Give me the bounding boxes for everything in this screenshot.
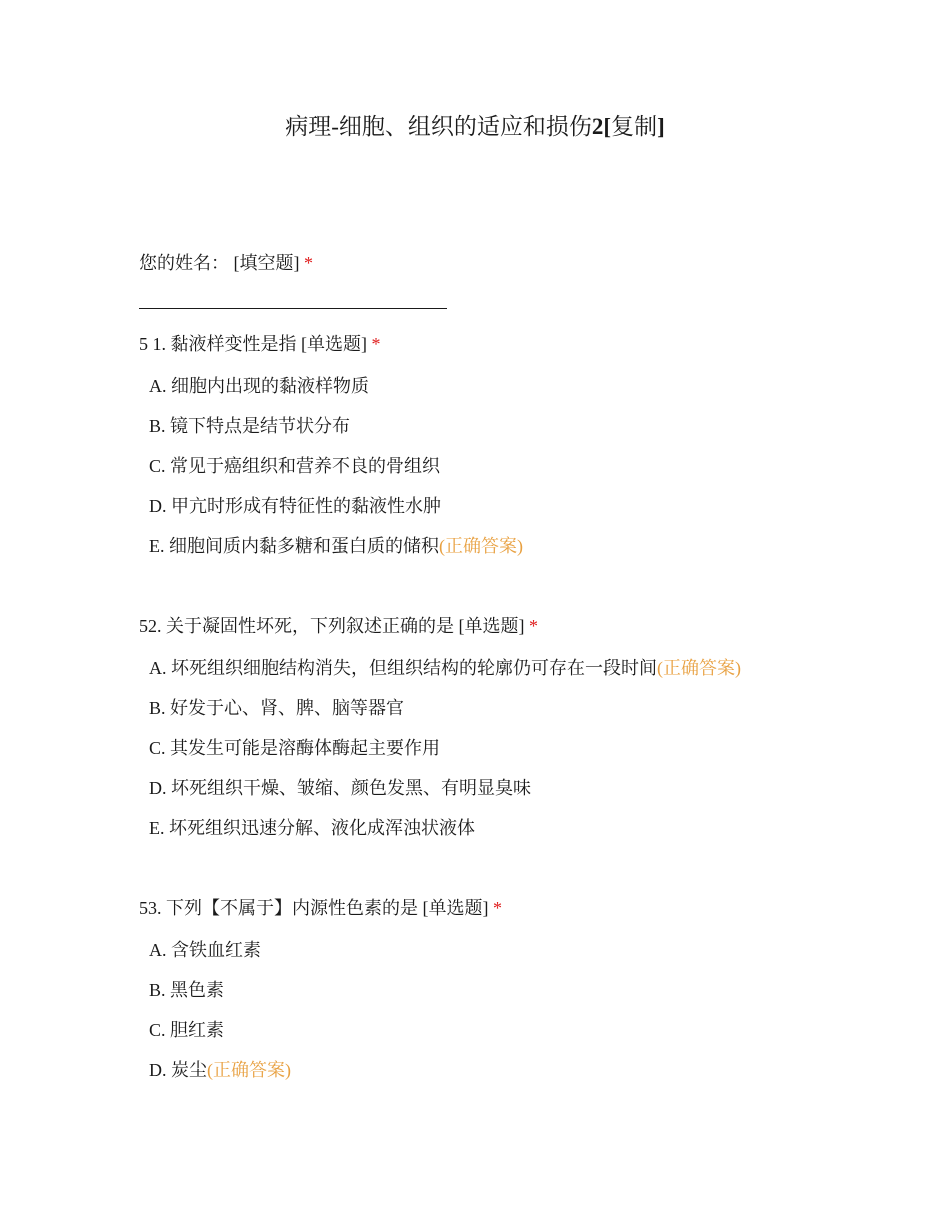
required-mark: * — [493, 898, 502, 918]
option-text: A. 坏死组织细胞结构消失，但组织结构的轮廓仍可存在一段时间 — [149, 658, 657, 678]
option-a[interactable] — [139, 653, 899, 683]
question-type-tag: [单选题] — [301, 334, 367, 354]
option-d[interactable] — [139, 773, 899, 803]
title-copy: 复制 — [611, 114, 658, 139]
option-text: A. 含铁血红素 — [149, 940, 261, 960]
question-text: 53. 下列【不属于】内源性色素的是 — [139, 898, 418, 918]
option-a[interactable] — [139, 371, 899, 401]
name-field-label — [139, 249, 313, 277]
option-text: E. 坏死组织迅速分解、液化成浑浊状液体 — [149, 818, 475, 838]
option-text: B. 黑色素 — [149, 980, 225, 1000]
option-b[interactable] — [139, 975, 899, 1005]
option-e[interactable] — [139, 813, 899, 843]
required-mark: * — [529, 616, 538, 636]
required-mark: * — [371, 334, 381, 354]
page-title — [0, 110, 950, 144]
option-text: C. 常见于癌组织和营养不良的骨组织 — [149, 456, 441, 476]
title-close: ] — [657, 114, 665, 139]
question-text: 52. 关于凝固性坏死，下列叙述正确的是 — [139, 616, 454, 636]
question-53 — [139, 893, 899, 1095]
option-text: B. 好发于心、肾、脾、脑等器官 — [149, 698, 405, 718]
option-text: E. 细胞间质内黏多糖和蛋白质的储积 — [149, 536, 439, 556]
option-text: D. 坏死组织干燥、皱缩、颜色发黑、有明显臭味 — [149, 778, 531, 798]
question-title — [139, 329, 899, 359]
question-type-tag: [填空题] — [233, 253, 300, 273]
question-type-tag: [单选题] — [458, 616, 525, 636]
option-d[interactable] — [139, 491, 899, 521]
option-text: B. 镜下特点是结节状分布 — [149, 416, 351, 436]
correct-answer-tag: (正确答案) — [657, 658, 741, 678]
option-a[interactable] — [139, 935, 899, 965]
correct-answer-tag: (正确答案) — [439, 536, 523, 556]
option-c[interactable] — [139, 733, 899, 763]
question-51 — [139, 329, 899, 571]
option-c[interactable] — [139, 1015, 899, 1045]
title-main: 病理-细胞、组织的适应和损伤 — [285, 114, 592, 139]
correct-answer-tag: (正确答案) — [207, 1060, 291, 1080]
option-b[interactable] — [139, 693, 899, 723]
option-text: D. 甲亢时形成有特征性的黏液性水肿 — [149, 496, 441, 516]
option-text: C. 胆红素 — [149, 1020, 225, 1040]
name-label: 您的姓名： — [139, 253, 229, 273]
question-type-tag: [单选题] — [422, 898, 489, 918]
option-c[interactable] — [139, 451, 899, 481]
title-suffix: 2[ — [591, 114, 612, 139]
required-mark: * — [304, 253, 313, 273]
option-b[interactable] — [139, 411, 899, 441]
question-title — [139, 893, 899, 923]
option-d[interactable] — [139, 1055, 899, 1085]
question-52 — [139, 611, 899, 853]
option-text: C. 其发生可能是溶酶体酶起主要作用 — [149, 738, 441, 758]
question-title — [139, 611, 899, 641]
option-text: D. 炭尘 — [149, 1060, 207, 1080]
option-text: A. 细胞内出现的黏液样物质 — [149, 376, 369, 396]
option-e[interactable] — [139, 531, 899, 561]
question-text: 5 1. 黏液样变性是指 — [139, 334, 297, 354]
name-input-line[interactable] — [139, 308, 447, 309]
